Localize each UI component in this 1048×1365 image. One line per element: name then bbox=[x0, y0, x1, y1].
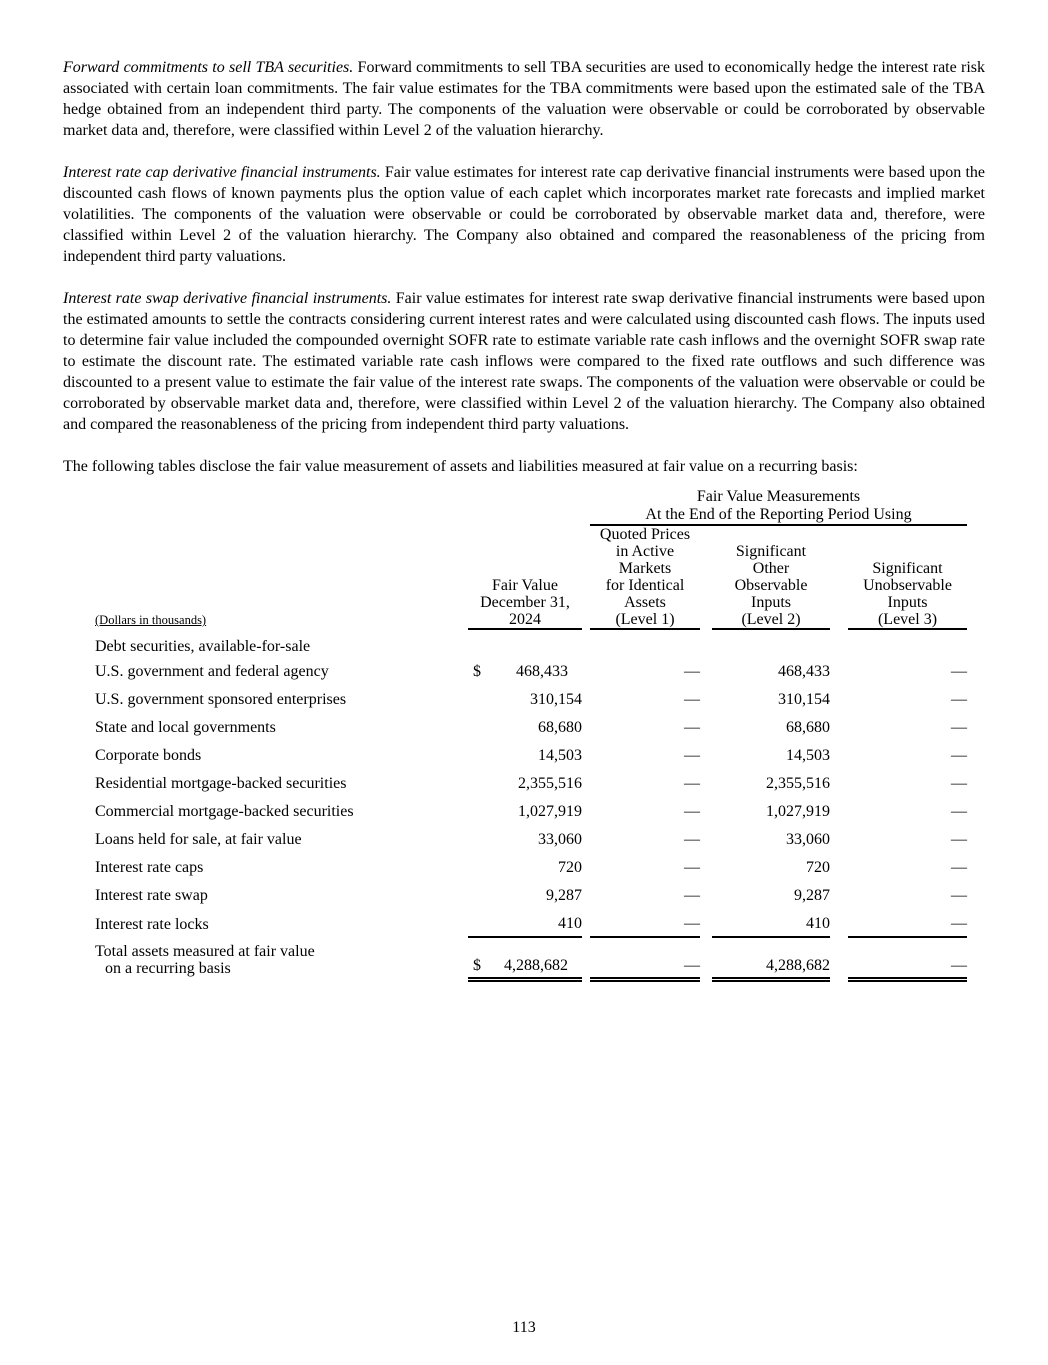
paragraph-lead: Interest rate swap derivative financial instruments. bbox=[63, 290, 392, 307]
paragraph-text: Fair value estimates for interest rate cap derivative financial instruments were based upon the discounted cash flows of known payments plus the option value of each caplet which incorporates market rate forecasts and implied market volatilities. The components of the valuation were observable or could be corroborated by observable market data and, therefore, were classified within Level 2 of the valuation hierarchy. The Company also obtained and compared the reasonableness of the pricing from independent third party valuations. bbox=[63, 164, 985, 265]
level3-cell: — bbox=[951, 663, 968, 680]
level2-cell: 68,680 bbox=[786, 719, 830, 736]
column-header-level1: Quoted Prices in Active Markets for Identical Assets (Level 1) bbox=[590, 525, 700, 629]
table-row bbox=[95, 796, 967, 824]
level3-cell: — bbox=[951, 775, 968, 792]
level1-cell: — bbox=[684, 719, 700, 736]
level2-cell: 2,355,516 bbox=[766, 775, 830, 792]
level1-cell: — bbox=[684, 663, 700, 680]
level3-cell: — bbox=[951, 831, 968, 848]
level2-total-cell: 4,288,682 bbox=[712, 937, 830, 979]
column-header-level2: Significant Other Observable Inputs (Level 2) bbox=[712, 525, 830, 629]
level3-total-cell: — bbox=[848, 937, 967, 979]
table-row bbox=[95, 908, 967, 937]
fair-value-cell: 68,680 bbox=[538, 719, 582, 736]
level2-cell: 1,027,919 bbox=[766, 803, 830, 820]
group-header-row bbox=[95, 488, 967, 525]
table-row bbox=[95, 684, 967, 712]
column-header-level3: Significant Unobservable Inputs (Level 3) bbox=[848, 525, 967, 629]
fair-value-cell: 33,060 bbox=[538, 831, 582, 848]
fair-value-cell: 410 bbox=[468, 908, 582, 937]
paragraph-interest-rate-swap bbox=[63, 288, 985, 435]
row-label: Debt securities, available-for-sale bbox=[95, 638, 311, 655]
total-row-label: Total assets measured at fair value on a recurring basis bbox=[95, 943, 315, 977]
level1-cell: — bbox=[684, 691, 700, 708]
row-label: State and local governments bbox=[95, 719, 276, 736]
row-label: Interest rate locks bbox=[95, 916, 209, 933]
level3-cell: — bbox=[951, 691, 968, 708]
dollar-sign: $ bbox=[473, 663, 481, 680]
fair-value-cell: $ 468,433 bbox=[473, 663, 568, 680]
fair-value-cell: 310,154 bbox=[530, 691, 582, 708]
table-row bbox=[95, 712, 967, 740]
table-row bbox=[95, 768, 967, 796]
level3-cell: — bbox=[951, 719, 968, 736]
level3-cell: — bbox=[951, 747, 968, 764]
level1-cell: — bbox=[684, 747, 700, 764]
level2-cell: 9,287 bbox=[794, 887, 830, 904]
table-intro-text: The following tables disclose the fair value measurement of assets and liabilities measured at fair value on a recurring basis: bbox=[63, 458, 858, 475]
table-row bbox=[95, 656, 967, 684]
level1-cell: — bbox=[684, 831, 700, 848]
level2-cell: 14,503 bbox=[786, 747, 830, 764]
row-label: U.S. government sponsored enterprises bbox=[95, 691, 347, 708]
level1-cell: — bbox=[684, 775, 700, 792]
fair-value-table bbox=[95, 488, 967, 982]
level3-cell: — bbox=[951, 887, 968, 904]
paragraph-lead: Interest rate cap derivative financial instruments. bbox=[63, 164, 381, 181]
level3-cell: — bbox=[848, 908, 967, 937]
row-label: Interest rate caps bbox=[95, 859, 204, 876]
level2-cell: 468,433 bbox=[778, 663, 830, 680]
group-header-line1: Fair Value Measurements bbox=[696, 488, 861, 505]
units-note: (Dollars in thousands) bbox=[95, 613, 207, 627]
fair-value-cell: 14,503 bbox=[538, 747, 582, 764]
level1-cell: — bbox=[684, 887, 700, 904]
table-row bbox=[95, 852, 967, 880]
table-row-section bbox=[95, 629, 967, 656]
table-row bbox=[95, 880, 967, 908]
paragraph-text: Fair value estimates for interest rate swap derivative financial instruments were based upon the estimated amounts to settle the contracts considering current interest rates and were calculated using discounted cash flows. The inputs used to determine fair value included the compounded overnight SOFR rate to estimate variable rate cash inflows and the overnight SOFR swap rate to estimate the discount rate. The estimated variable rate cash inflows were compared to the fixed rate outflows and such difference was discounted to a present value to estimate the fair value of the interest rate swaps. The components of the valuation were observable or could be corroborated by observable market data and, therefore, were classified within Level 2 of the valuation hierarchy. The Company also obtained and compared the reasonableness of the pricing from independent third party valuations. bbox=[63, 290, 985, 433]
level1-cell: — bbox=[684, 859, 700, 876]
group-header-line2: At the End of the Reporting Period Using bbox=[645, 506, 912, 523]
fair-value-cell: 2,355,516 bbox=[518, 775, 582, 792]
group-header-cell bbox=[590, 488, 967, 525]
paragraph-interest-rate-cap bbox=[63, 162, 985, 267]
level2-cell: 410 bbox=[712, 908, 830, 937]
row-label: Interest rate swap bbox=[95, 887, 208, 904]
table-row bbox=[95, 824, 967, 852]
row-label: Corporate bonds bbox=[95, 747, 202, 764]
level3-cell: — bbox=[951, 859, 968, 876]
level3-cell: — bbox=[951, 803, 968, 820]
paragraph-lead: Forward commitments to sell TBA securities. bbox=[63, 59, 354, 76]
level2-cell: 33,060 bbox=[786, 831, 830, 848]
page-number: 113 bbox=[512, 1319, 536, 1336]
column-header-row bbox=[95, 525, 967, 629]
row-label: Residential mortgage-backed securities bbox=[95, 775, 347, 792]
level2-cell: 720 bbox=[806, 859, 830, 876]
fair-value-cell: 9,287 bbox=[546, 887, 582, 904]
paragraph-text: Forward commitments to sell TBA securities are used to economically hedge the interest rate risk associated with certain loan commitments. The fair value estimates for the TBA commitments were based upon the estimated sale of the TBA hedge obtained from an independent third party. The components of the valuation were observable or could be corroborated by observable market data and, therefore, were classified within Level 2 of the valuation hierarchy. bbox=[63, 59, 986, 139]
dollar-sign: $ bbox=[473, 956, 481, 974]
level1-cell: — bbox=[590, 908, 700, 937]
fair-value-cell: 1,027,919 bbox=[518, 803, 582, 820]
row-label: U.S. government and federal agency bbox=[95, 663, 329, 680]
row-label: Commercial mortgage-backed securities bbox=[95, 803, 354, 820]
table-row-total bbox=[95, 937, 967, 979]
row-label: Loans held for sale, at fair value bbox=[95, 831, 302, 848]
fair-value-cell: 720 bbox=[558, 859, 582, 876]
column-header-fair-value: Fair Value December 31, 2024 bbox=[468, 525, 582, 629]
table-row bbox=[95, 740, 967, 768]
level2-cell: 310,154 bbox=[778, 691, 830, 708]
fair-value-total-cell: $ 4,288,682 bbox=[468, 937, 582, 979]
level1-cell: — bbox=[684, 803, 700, 820]
level1-total-cell: — bbox=[590, 937, 700, 979]
paragraph-tba-securities bbox=[63, 57, 985, 141]
